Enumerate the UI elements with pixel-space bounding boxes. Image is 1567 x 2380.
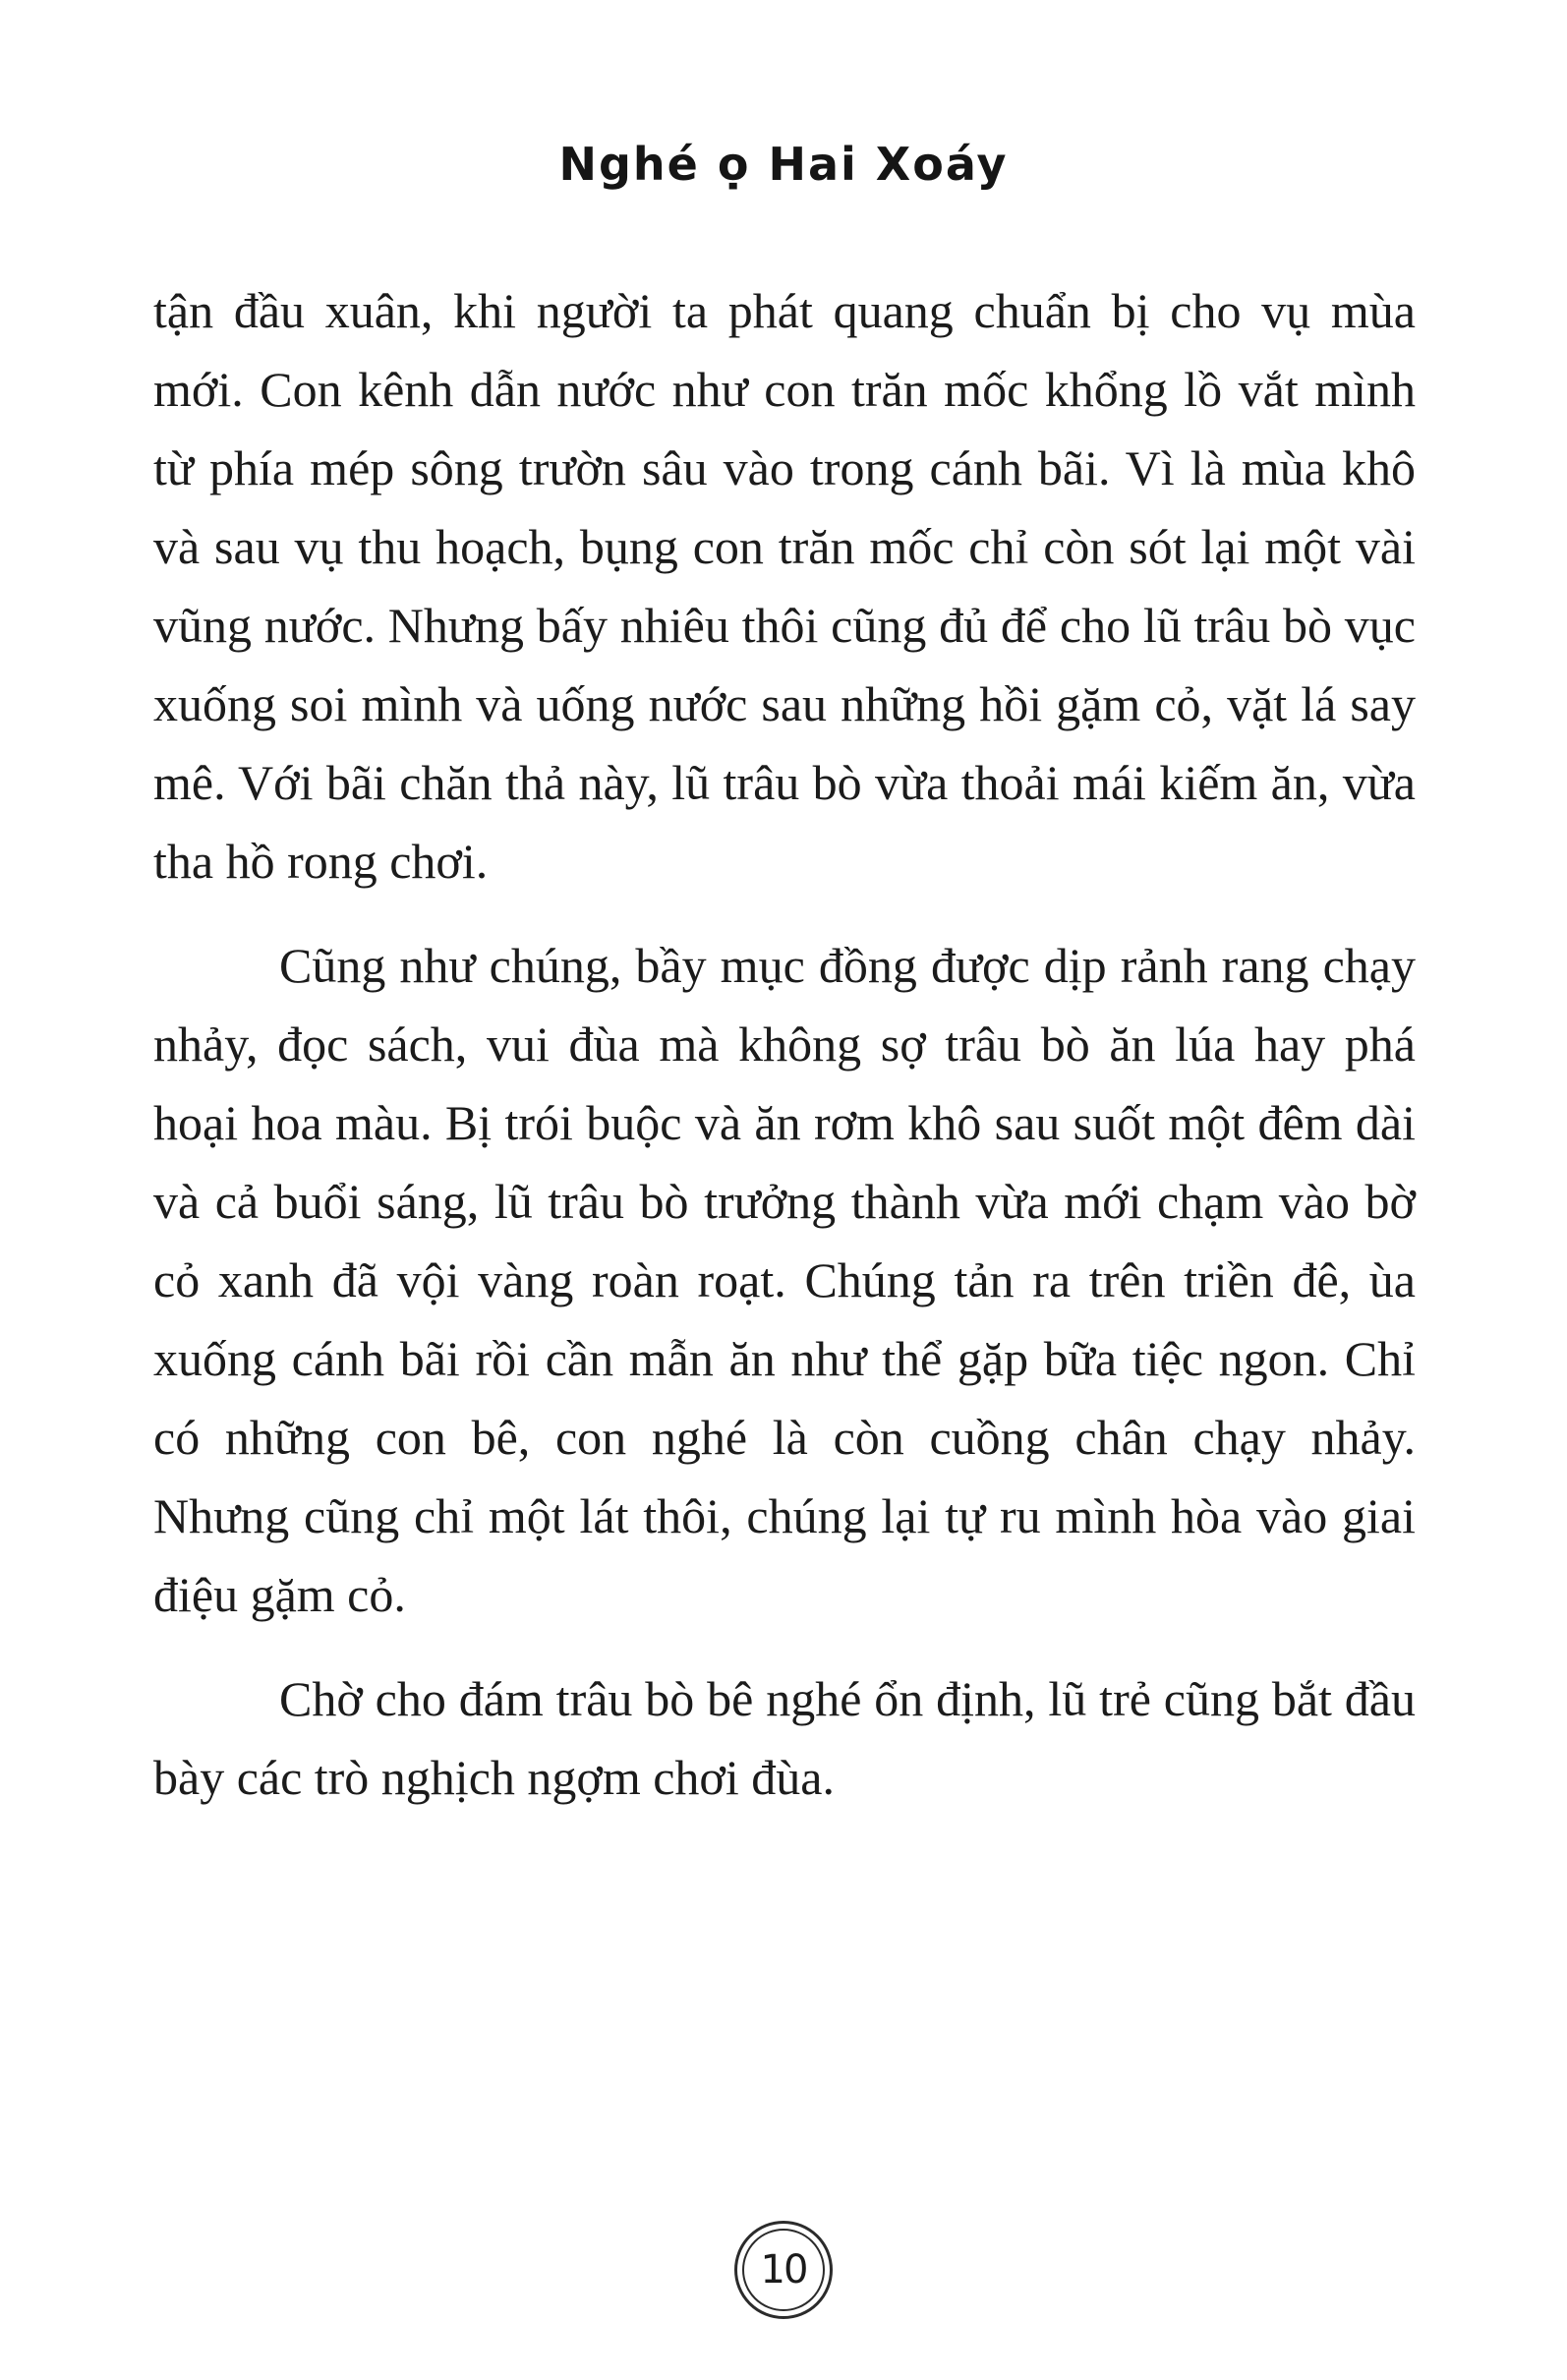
running-header: Nghé ọ Hai Xoáy <box>558 138 1009 191</box>
page-number-circle <box>742 2229 825 2311</box>
page-footer <box>0 2221 1567 2319</box>
page-number: 10 <box>760 2247 807 2293</box>
paragraph: Chờ cho đám trâu bò bê nghé ổn định, lũ trẻ cũng bắt đầu bày các trò nghịch ngợm chơi đùa. <box>153 1671 1416 1805</box>
paragraph: Cũng như chúng, bầy mục đồng được dịp rảnh rang chạy nhảy, đọc sách, vui đùa mà không sợ trâu bò ăn lúa hay phá hoại hoa màu. Bị trói buộc và ăn rơm khô sau suốt một đêm dài và cả buổi sáng, lũ trâu bò trưởng thành vừa mới chạm vào bờ cỏ xanh đã vội vàng roàn roạt. Chúng tản ra trên triền đê, ùa xuống cánh bãi rồi cần mẫn ăn như thể gặp bữa tiệc ngon. Chỉ có những con bê, con nghé là còn cuồng chân chạy nhảy. Nhưng cũng chỉ một lát thôi, chúng lại tự ru mình hòa vào giai điệu gặm cỏ. <box>153 938 1416 1622</box>
page-number-ornament <box>734 2221 833 2319</box>
paragraph: tận đầu xuân, khi người ta phát quang chuẩn bị cho vụ mùa mới. Con kênh dẫn nước như con trăn mốc khổng lồ vắt mình từ phía mép sông trườn sâu vào trong cánh bãi. Vì là mùa khô và sau vụ thu hoạch, bụng con trăn mốc chỉ còn sót lại một vài vũng nước. Nhưng bấy nhiêu thôi cũng đủ để cho lũ trâu bò vục xuống soi mình và uống nước sau những hồi gặm cỏ, vặt lá say mê. Với bãi chăn thả này, lũ trâu bò vừa thoải mái kiếm ăn, vừa tha hồ rong chơi. <box>153 283 1416 889</box>
body-text <box>153 271 1416 1842</box>
